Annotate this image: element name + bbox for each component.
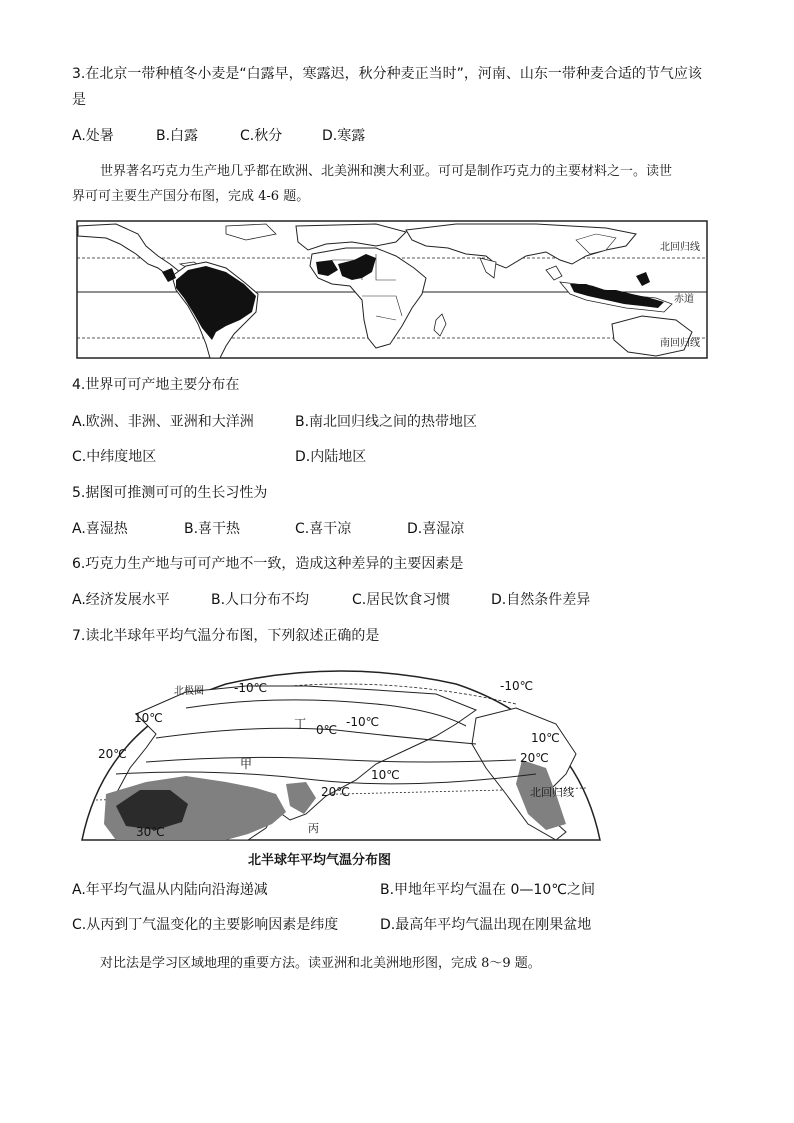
isotherm-label-8: -10℃ [500,679,534,693]
q4-option-b: B.南北回归线之间的热带地区 [295,414,478,430]
q5-option-d: D.喜湿凉 [407,521,465,537]
q6-option-d: D.自然条件差异 [491,592,591,608]
q4-option-a: A.欧洲、非洲、亚洲和大洋洲 [72,414,254,430]
cocoa-production-map [76,220,708,364]
isotherm-label-10: 20℃ [520,751,549,765]
isotherm-label-9: 10℃ [531,731,560,745]
q5-stem: 5.据图可推测可可的生长习性为 [72,485,268,501]
q6-option-b: B.人口分布不均 [211,592,310,608]
passage1-line2: 界可可主要生产国分布图，完成 4-6 题。 [72,189,310,204]
q7-option-a: A.年平均气温从内陆向沿海递减 [72,882,268,898]
q3-option-c: C.秋分 [240,128,283,144]
ding-label: 丁 [294,717,307,731]
q3-stem-line1: 3.在北京一带种植冬小麦是“白露早，寒露迟，秋分种麦正当时”，河南、山东一带种麦合适的节气应该 [72,66,702,82]
q7-option-b: B.甲地年平均气温在 0—10℃之间 [380,882,595,898]
q7-stem: 7.读北半球年平均气温分布图，下列叙述正确的是 [72,628,380,644]
q3-option-b: B.白露 [156,128,199,144]
q3-stem-line2: 是 [72,92,86,108]
isotherm-label-3: 20℃ [98,747,127,761]
jia-label: 甲 [240,757,253,771]
tropic-north-label: 北回归线 [660,242,700,253]
map-caption: 北半球年平均气温分布图 [248,853,392,868]
q7-option-d: D.最高年平均气温出现在刚果盆地 [380,917,592,933]
q6-option-c: C.居民饮食习惯 [352,592,451,608]
passage1-line1: 世界著名巧克力生产地几乎都在欧洲、北美洲和澳大利亚。可可是制作巧克力的主要材料之一。读世 [100,164,673,179]
q4-option-d: D.内陆地区 [295,449,367,465]
isotherm-label-5: 10℃ [371,768,400,782]
isotherm-label-11: 30℃ [136,825,165,839]
tropic-south-label: 南回归线 [660,338,700,349]
q3-option-d: D.寒露 [322,128,366,144]
isotherm-label-4: 0℃ [316,723,338,737]
q7-option-c: C.从丙到丁气温变化的主要影响因素是纬度 [72,917,339,933]
q6-option-a: A.经济发展水平 [72,592,170,608]
q5-option-b: B.喜干热 [184,521,241,537]
arctic-label: 北极圈 [174,686,204,697]
nh-temperature-map [76,664,606,878]
bing-label: 丙 [308,822,319,835]
q6-stem: 6.巧克力生产地与可可产地不一致，造成这种差异的主要因素是 [72,556,464,572]
q5-option-c: C.喜干凉 [295,521,352,537]
equator-label: 赤道 [674,294,694,305]
q4-option-c: C.中纬度地区 [72,449,157,465]
q3-option-a: A.处暑 [72,128,114,144]
isotherm-label-7: -10℃ [346,715,380,729]
tropic-label: 北回归线 [530,786,574,799]
isotherm-label-2: 10℃ [134,711,163,725]
isotherm-label-1: -10℃ [234,681,268,695]
isotherm-label-6: 20℃ [321,785,350,799]
q4-stem: 4.世界可可产地主要分布在 [72,377,240,393]
q5-option-a: A.喜湿热 [72,521,128,537]
passage2: 对比法是学习区域地理的重要方法。读亚洲和北美洲地形图，完成 8～9 题。 [100,956,541,971]
